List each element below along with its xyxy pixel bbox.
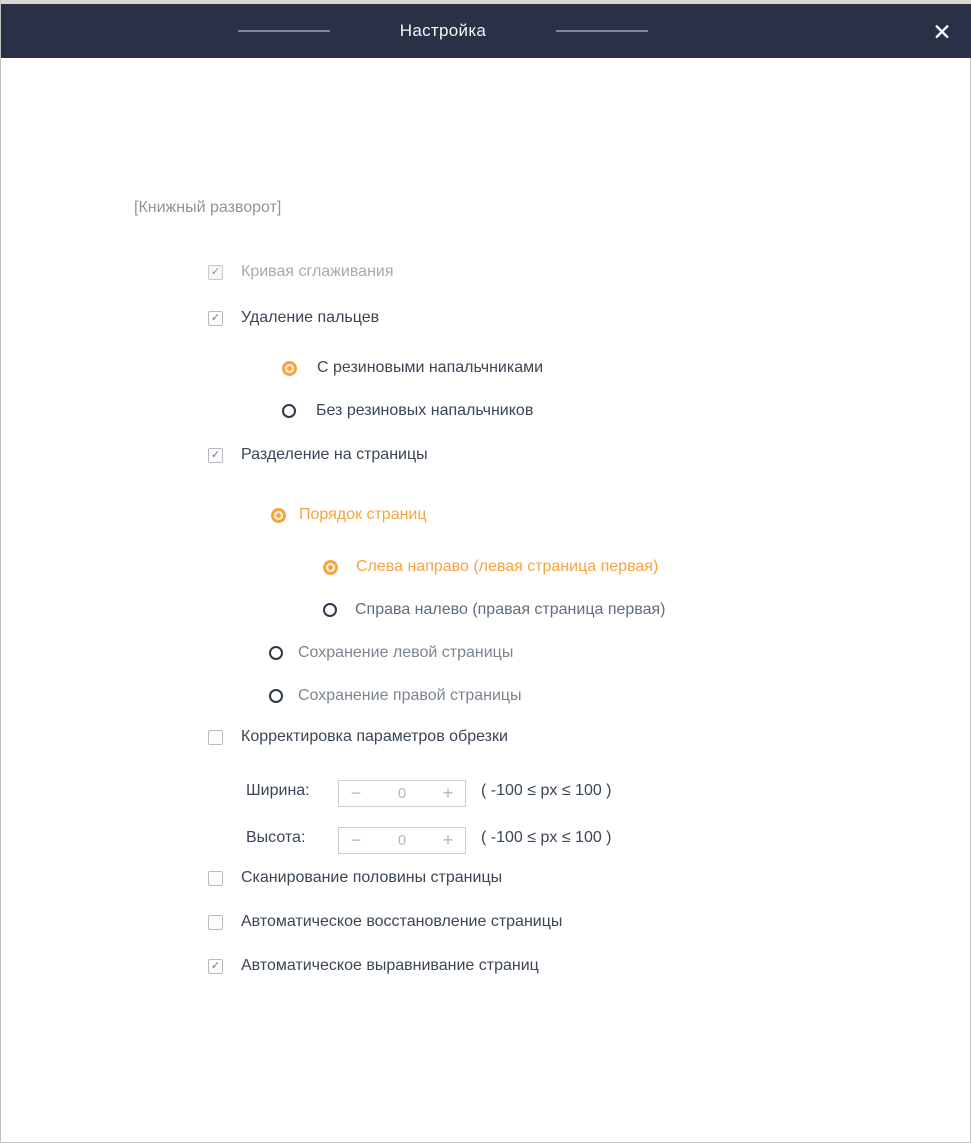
option-finger-removal[interactable] [208, 307, 379, 329]
plus-icon: + [442, 830, 454, 850]
option-label[interactable]: Автоматическое восстановление страницы [241, 913, 563, 930]
option-right-to-left[interactable] [323, 599, 666, 621]
plus-icon: + [442, 783, 454, 803]
checkbox-unchecked-icon[interactable] [208, 730, 223, 745]
option-label[interactable]: Без резиновых напальчников [316, 402, 534, 419]
height-field-label: Высота: [246, 829, 306, 846]
option-label[interactable]: Справа налево (правая страница первая) [355, 601, 666, 618]
minus-icon: − [350, 830, 362, 850]
option-auto-page-restore[interactable] [208, 911, 562, 933]
height-range-note: ( -100 ≤ px ≤ 100 ) [481, 829, 612, 846]
option-label[interactable]: Сохранение правой страницы [298, 687, 522, 704]
radio-unselected-icon[interactable] [269, 646, 283, 660]
title-decor-line-left [238, 30, 330, 32]
option-label[interactable]: Слева направо (левая страница первая) [356, 558, 659, 575]
checkbox-unchecked-icon[interactable] [208, 915, 223, 930]
radio-selected-icon[interactable] [323, 560, 338, 575]
option-label[interactable]: Сканирование половины страницы [241, 869, 503, 886]
radio-selected-icon[interactable] [271, 508, 286, 523]
checkbox-checked-icon[interactable]: ✓ [208, 311, 223, 326]
option-keep-right-page[interactable] [269, 685, 522, 707]
option-half-page-scan[interactable] [208, 867, 502, 889]
option-label[interactable]: Разделение на страницы [241, 446, 428, 463]
option-label[interactable]: Корректировка параметров обрезки [241, 728, 508, 745]
close-icon[interactable]: ✕ [932, 19, 952, 45]
minus-icon: − [350, 783, 362, 803]
title-decor-line-right [556, 30, 648, 32]
option-auto-page-align[interactable] [208, 955, 539, 977]
width-stepper [338, 780, 466, 807]
title-group [1, 4, 885, 58]
option-with-finger-cots[interactable] [282, 357, 543, 379]
option-page-split[interactable] [208, 444, 428, 466]
radio-unselected-icon[interactable] [282, 404, 296, 418]
radio-unselected-icon[interactable] [323, 603, 337, 617]
height-stepper-value: 0 [397, 832, 407, 849]
option-crop-adjustment[interactable] [208, 726, 508, 748]
width-stepper-value: 0 [397, 785, 407, 802]
checkbox-unchecked-icon[interactable] [208, 871, 223, 886]
option-label[interactable]: Порядок страниц [299, 506, 427, 523]
radio-selected-icon[interactable] [282, 361, 297, 376]
section-header: [Книжный разворот] [134, 199, 282, 216]
checkbox-checked-icon[interactable]: ✓ [208, 448, 223, 463]
checkbox-checked-icon: ✓ [208, 265, 223, 280]
dialog-title: Настройка [399, 21, 487, 40]
radio-unselected-icon[interactable] [269, 689, 283, 703]
dialog-titlebar [1, 4, 971, 58]
option-without-finger-cots[interactable] [282, 400, 533, 422]
option-left-to-right[interactable] [323, 556, 658, 578]
option-label[interactable]: Удаление пальцев [241, 309, 380, 326]
width-range-note: ( -100 ≤ px ≤ 100 ) [481, 782, 612, 799]
option-page-order[interactable] [271, 504, 427, 526]
option-label[interactable]: Сохранение левой страницы [298, 644, 514, 661]
option-label[interactable]: Автоматическое выравнивание страниц [241, 957, 539, 974]
option-keep-left-page[interactable] [269, 642, 513, 664]
option-label[interactable]: С резиновыми напальчниками [317, 359, 544, 376]
width-field-label: Ширина: [246, 782, 310, 799]
option-curve-smoothing [208, 261, 394, 283]
option-label: Кривая сглаживания [241, 263, 394, 280]
height-stepper [338, 827, 466, 854]
checkbox-checked-icon[interactable]: ✓ [208, 959, 223, 974]
